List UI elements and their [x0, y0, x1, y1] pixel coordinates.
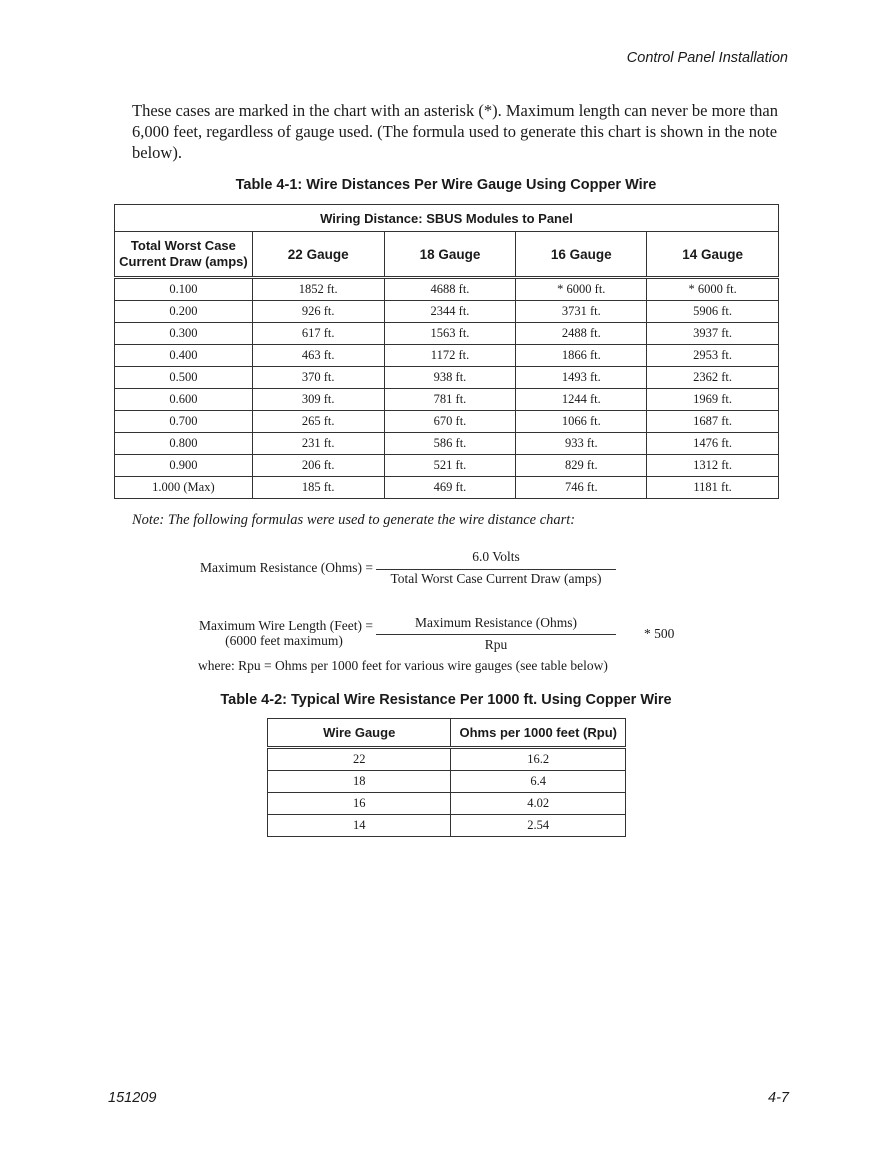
- table-cell: 1969 ft.: [647, 389, 779, 411]
- table-row: [115, 345, 779, 367]
- table-cell: 0.800: [115, 433, 253, 455]
- table-row: [268, 771, 626, 793]
- formula1-fraction-line: [376, 569, 616, 570]
- table-cell: 617 ft.: [252, 323, 384, 345]
- table-cell: * 6000 ft.: [516, 278, 647, 301]
- table-row: [115, 477, 779, 499]
- table-cell: 829 ft.: [516, 455, 647, 477]
- where-text: where: Rpu = Ohms per 1000 feet for various wire gauges (see table below): [198, 658, 608, 673]
- table-cell: 265 ft.: [252, 411, 384, 433]
- table-cell: 463 ft.: [252, 345, 384, 367]
- table-cell: 0.700: [115, 411, 253, 433]
- table1-header-22-gauge: 22 Gauge: [252, 232, 384, 278]
- table-cell: 231 ft.: [252, 433, 384, 455]
- table-row: [115, 301, 779, 323]
- table-cell: 1312 ft.: [647, 455, 779, 477]
- table-row: [268, 815, 626, 837]
- table-cell: 309 ft.: [252, 389, 384, 411]
- formula1-label: Maximum Resistance (Ohms) =: [200, 560, 373, 575]
- table-row: [115, 367, 779, 389]
- table-cell: 22: [268, 748, 451, 771]
- table-cell: 586 ft.: [384, 433, 516, 455]
- table-cell: 0.600: [115, 389, 253, 411]
- table-cell: 2362 ft.: [647, 367, 779, 389]
- table-row: [115, 455, 779, 477]
- table1-header-current-draw: Total Worst Case Current Draw (amps): [115, 232, 253, 278]
- table-cell: 3937 ft.: [647, 323, 779, 345]
- table-row: [268, 793, 626, 815]
- footer-doc-number: 151209: [108, 1090, 157, 1106]
- formula2-denominator: Rpu: [484, 637, 508, 652]
- table-cell: 933 ft.: [516, 433, 647, 455]
- table-cell: 2488 ft.: [516, 323, 647, 345]
- formula2-fraction-line: [376, 634, 616, 635]
- table-cell: 781 ft.: [384, 389, 516, 411]
- table1-header-18-gauge: 18 Gauge: [384, 232, 516, 278]
- table-cell: 4.02: [451, 793, 626, 815]
- table-cell: 2953 ft.: [647, 345, 779, 367]
- formula1-denominator: Total Worst Case Current Draw (amps): [390, 571, 602, 586]
- table-cell: 2.54: [451, 815, 626, 837]
- table-cell: 4688 ft.: [384, 278, 516, 301]
- formula2-label: Maximum Wire Length (Feet) =: [199, 618, 374, 633]
- table-cell: 1852 ft.: [252, 278, 384, 301]
- table-cell: 0.300: [115, 323, 253, 345]
- table-cell: 1244 ft.: [516, 389, 647, 411]
- page-header-section-title: Control Panel Installation: [626, 50, 788, 66]
- table-cell: 2344 ft.: [384, 301, 516, 323]
- table-row: [115, 433, 779, 455]
- table-row: [115, 389, 779, 411]
- table-cell: 1181 ft.: [647, 477, 779, 499]
- intro-paragraph: These cases are marked in the chart with an asterisk (*). Maximum length can never be more than 6,000 feet, regardless of gauge used. (The formula used to generate this chart is shown in the note below).: [132, 101, 779, 162]
- table-cell: 185 ft.: [252, 477, 384, 499]
- table1-caption: Table 4-1: Wire Distances Per Wire Gauge Using Copper Wire: [235, 177, 657, 193]
- table-cell: 926 ft.: [252, 301, 384, 323]
- formula2-multiplier: * 500: [644, 626, 675, 641]
- table-cell: 1687 ft.: [647, 411, 779, 433]
- table-cell: 18: [268, 771, 451, 793]
- table-cell: 1.000 (Max): [115, 477, 253, 499]
- wire-resistance-table: [267, 718, 626, 837]
- table-cell: 469 ft.: [384, 477, 516, 499]
- footer-page-number: 4-7: [768, 1090, 789, 1106]
- table2-header-ohms: Ohms per 1000 feet (Rpu): [451, 719, 626, 748]
- table-cell: 670 ft.: [384, 411, 516, 433]
- table1-header-16-gauge: 16 Gauge: [516, 232, 647, 278]
- table-cell: 0.900: [115, 455, 253, 477]
- table-row: [115, 278, 779, 301]
- table-cell: 14: [268, 815, 451, 837]
- table-cell: 0.200: [115, 301, 253, 323]
- table1-header-14-gauge: 14 Gauge: [647, 232, 779, 278]
- table2-caption: Table 4-2: Typical Wire Resistance Per 1000 ft. Using Copper Wire: [220, 692, 672, 708]
- table-row: [115, 323, 779, 345]
- table1-banner: Wiring Distance: SBUS Modules to Panel: [115, 205, 779, 232]
- formula-note: Note: The following formulas were used to generate the wire distance chart:: [132, 512, 576, 528]
- table-cell: 1493 ft.: [516, 367, 647, 389]
- table-cell: 1476 ft.: [647, 433, 779, 455]
- table-row: [115, 411, 779, 433]
- table-cell: 1172 ft.: [384, 345, 516, 367]
- table-cell: 0.500: [115, 367, 253, 389]
- table-cell: 1066 ft.: [516, 411, 647, 433]
- table-cell: 938 ft.: [384, 367, 516, 389]
- table-cell: 1866 ft.: [516, 345, 647, 367]
- table2-header-wire-gauge: Wire Gauge: [268, 719, 451, 748]
- table-cell: 6.4: [451, 771, 626, 793]
- table-cell: 1563 ft.: [384, 323, 516, 345]
- table-cell: * 6000 ft.: [647, 278, 779, 301]
- wire-distance-table: [114, 204, 779, 499]
- table-cell: 5906 ft.: [647, 301, 779, 323]
- table-cell: 3731 ft.: [516, 301, 647, 323]
- table-cell: 206 ft.: [252, 455, 384, 477]
- formula1-numerator: 6.0 Volts: [472, 549, 520, 564]
- table-cell: 746 ft.: [516, 477, 647, 499]
- table-cell: 16: [268, 793, 451, 815]
- formula2-sublabel: (6000 feet maximum): [225, 633, 343, 648]
- formula2-numerator: Maximum Resistance (Ohms): [415, 615, 577, 630]
- table-cell: 0.100: [115, 278, 253, 301]
- table-cell: 16.2: [451, 748, 626, 771]
- table-row: [268, 748, 626, 771]
- table-cell: 370 ft.: [252, 367, 384, 389]
- table-cell: 521 ft.: [384, 455, 516, 477]
- table-cell: 0.400: [115, 345, 253, 367]
